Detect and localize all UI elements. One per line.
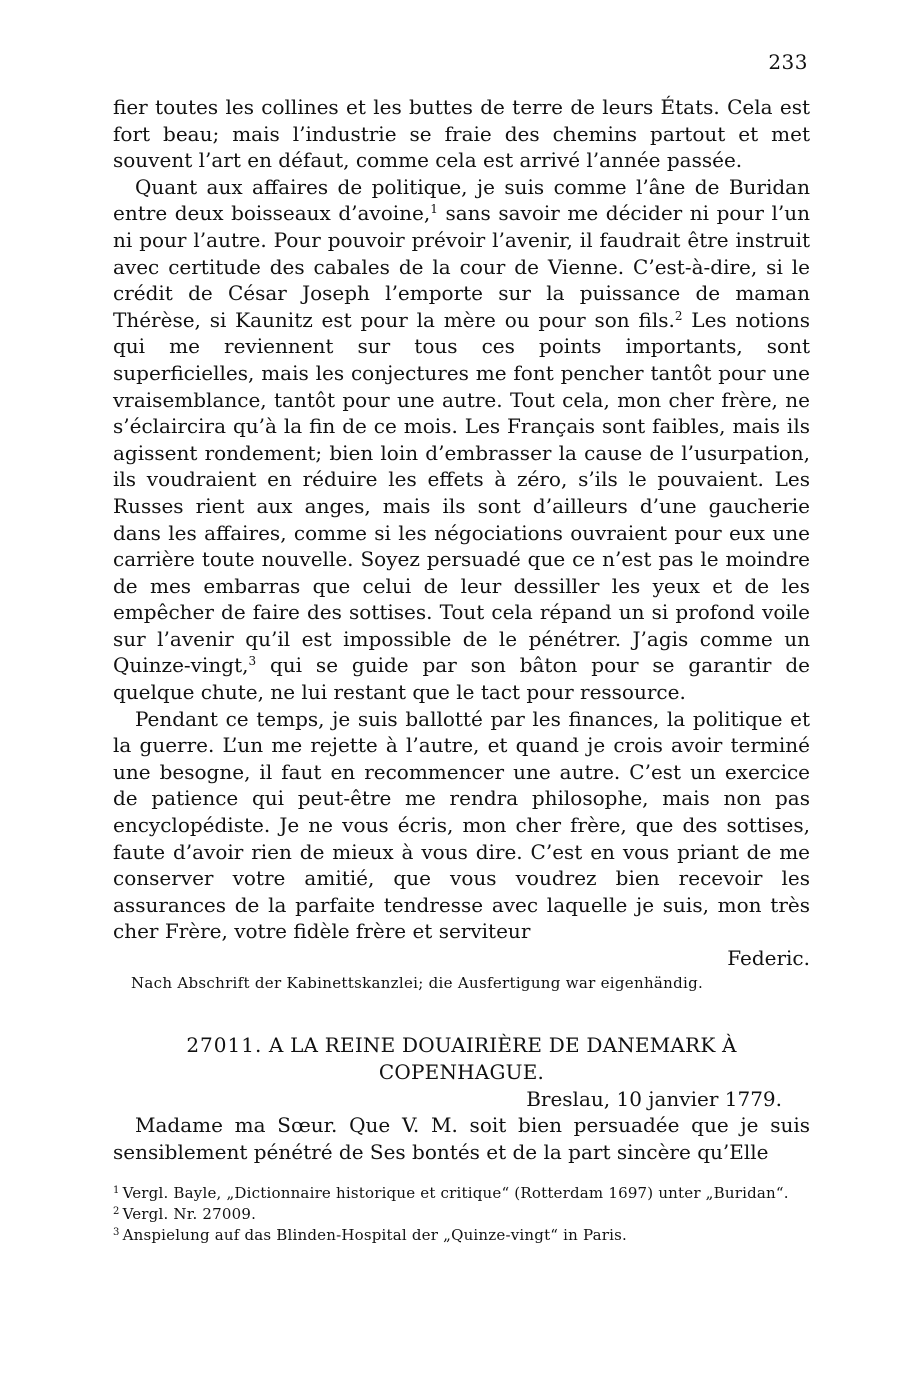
paragraph-2-text-a: Quant aux affaires de politique, je suis comme l’âne de Buridan entre deux boisseaux d’avoine,: [113, 174, 810, 226]
footnote-2: [113, 1204, 810, 1225]
paragraph-2-text-c: Les notions qui me reviennent sur tous ces points importants, sont superficielles, mais les conjectures me font pencher tantôt pour une vraisemblance, tantôt pour une autre. Tout cela, mon cher frère, ne s’éclaircira qu’à la fin de ce mois. Les Français sont faibles, mais ils agissent rondement; bien loin d’embrasser la cause de l’usurpation, ils voudraient en réduire les effets à zéro, s’ils le pouvaient. Les Russes rient aux anges, mais ils sont d’ailleurs d’une gaucherie dans les affaires, comme si les négociations ouvraient pour eux une carrière toute nouvelle. Soyez persuadé que ce n’est pas le moindre de mes embarras que celui de leur dessiller les yeux et de les empêcher de faire des sottises. Tout cela répand un si profond voile sur l’avenir qu’il est impossible de le pénétrer. J’agis comme un Quinze-vingt,: [113, 307, 811, 678]
dateline: Breslau, 10 janvier 1779.: [526, 1086, 782, 1111]
letter-opening: Madame ma Sœur. Que V. M. soit bien persuadée que je suis sensiblement pénétré de Ses bontés et de la part sincère qu’Elle: [113, 1113, 810, 1164]
letter-recipient: A LA REINE DOUAIRIÈRE DE DANEMARK À COPENHAGUE.: [268, 1032, 737, 1084]
footnote-mark: 1: [113, 1185, 120, 1196]
letter-number: 27011.: [186, 1032, 263, 1057]
footnotes: [113, 1183, 810, 1246]
footnote-ref-2: 2: [674, 308, 683, 323]
footnote-mark: 3: [113, 1227, 120, 1238]
source-note: Nach Abschrift der Kabinettskanzlei; die Ausfertigung war eigenhändig.: [131, 973, 704, 992]
footnote-ref-3: 3: [248, 654, 257, 669]
footnote-text: Anspielung auf das Blinden-Hospital der „Quinze-vingt“ in Paris.: [122, 1226, 627, 1244]
footnote-text: Vergl. Nr. 27009.: [122, 1205, 257, 1223]
letter-body: [113, 94, 810, 1165]
paragraph-2: [113, 174, 810, 706]
letter-heading: [113, 1032, 810, 1086]
footnote-ref-1: 1: [430, 202, 438, 217]
footnote-text: Vergl. Bayle, „Dictionnaire historique et critique“ (Rotterdam 1697) unter „Buridan“.: [122, 1184, 789, 1202]
footnote-1: [113, 1183, 810, 1204]
paragraph-1: fier toutes les collines et les buttes de terre de leurs États. Cela est fort beau; mais l’industrie se fraie des chemins partout et met souvent l’art en défaut, comme cela est arrivé l’année passée.: [113, 95, 810, 173]
footnote-mark: 2: [113, 1206, 120, 1217]
paragraph-2-text-d: qui se guide par son bâton pour se garantir de quelque chute, ne lui restant que le tact pour ressource.: [113, 653, 810, 705]
page-number: 233: [768, 50, 808, 74]
footnote-3: [113, 1225, 810, 1246]
signature: Federic.: [727, 946, 810, 970]
paragraph-2-text-b: sans savoir me décider ni pour l’un ni pour l’autre. Pour pouvoir prévoir l’avenir, il faudrait être instruit avec certitude des cabales de la cour de Vienne. C’est-à-dire, si le crédit de César Joseph l’emporte sur la puissance de maman Thérèse, si Kaunitz est pour la mère ou pour son fils.: [113, 201, 810, 332]
paragraph-3: Pendant ce temps, je suis ballotté par les finances, la politique et la guerre. L’un me rejette à l’autre, et quand je crois avoir terminé une besogne, il faut en recommencer une autre. C’est un exercice de patience qui peut-être me rendra philosophe, mais non pas encyclopédiste. Je ne vous écris, mon cher frère, que des sottises, faute d’avoir rien de mieux à vous dire. C’est en vous priant de me conserver votre amitié, que vous voudrez bien recevoir les assurances de la parfaite tendresse avec laquelle je suis, mon très cher Frère, votre fidèle frère et serviteur: [113, 706, 810, 944]
